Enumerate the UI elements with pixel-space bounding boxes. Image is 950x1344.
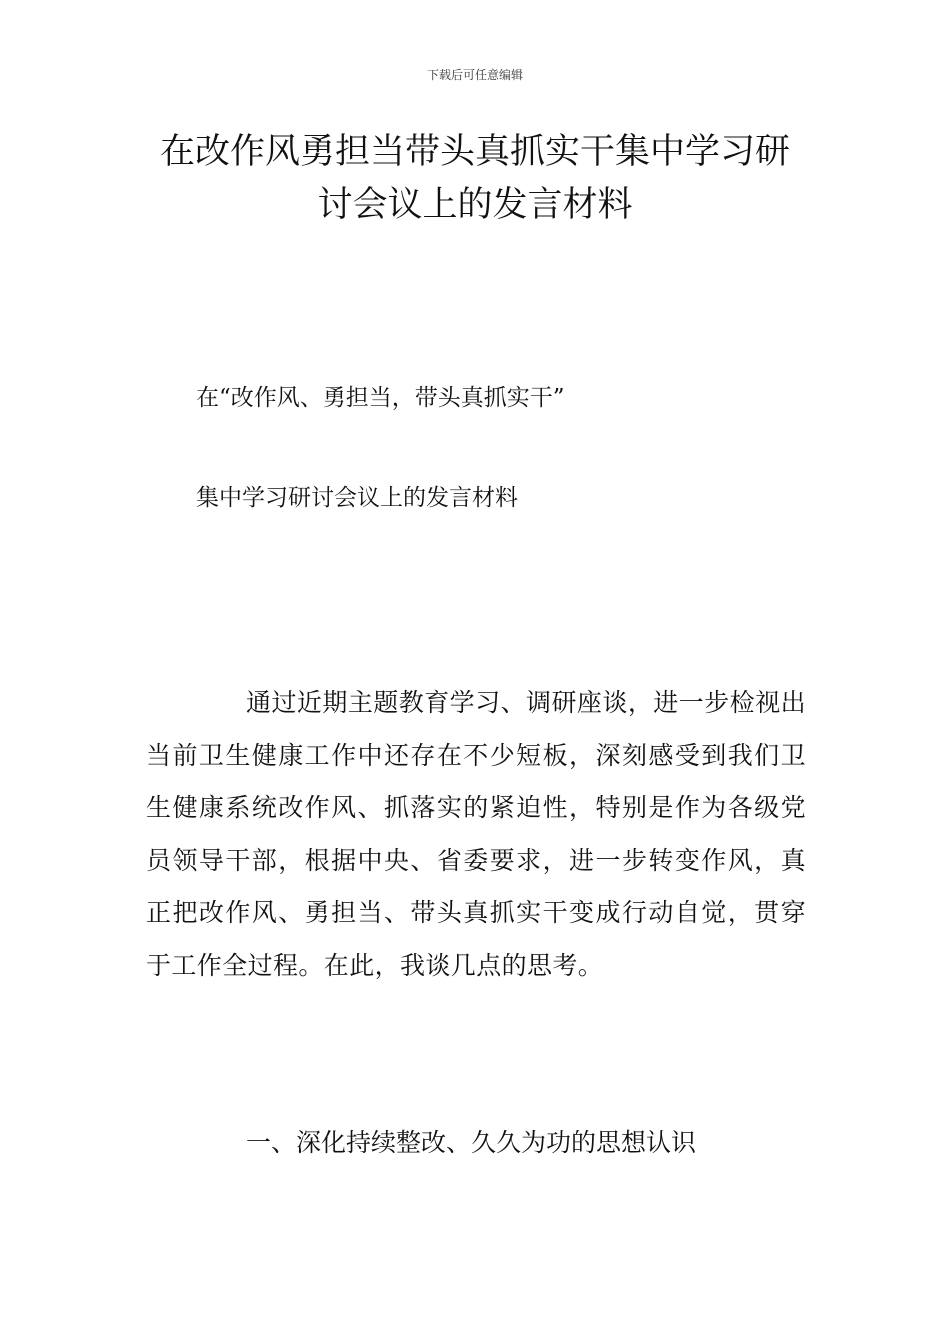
subtitle-line-2: 集中学习研讨会议上的发言材料: [196, 485, 518, 511]
document-title: 在改作风勇担当带头真抓实干集中学习研讨会议上的发言材料: [159, 132, 790, 225]
intro-paragraph: 通过近期主题教育学习、调研座谈，进一步检视出当前卫生健康工作中还存在不少短板，深刻感受到我们卫生健康系统改作风、抓落实的紧迫性，特别是作为各级党员领导干部，根据中央、省委要求，进一步转变作风，真正把改作风、勇担当、带头真抓实干变成行动自觉，贯穿于工作全过程。在此，我谈几点的思考。: [146, 688, 806, 980]
section-heading-1: 一、深化持续整改、久久为功的思想认识: [246, 1128, 697, 1157]
subtitle-line-1: 在“改作风、勇担当，带头真抓实干”: [196, 385, 565, 411]
page-header-note: 下载后可任意编辑: [426, 68, 523, 82]
